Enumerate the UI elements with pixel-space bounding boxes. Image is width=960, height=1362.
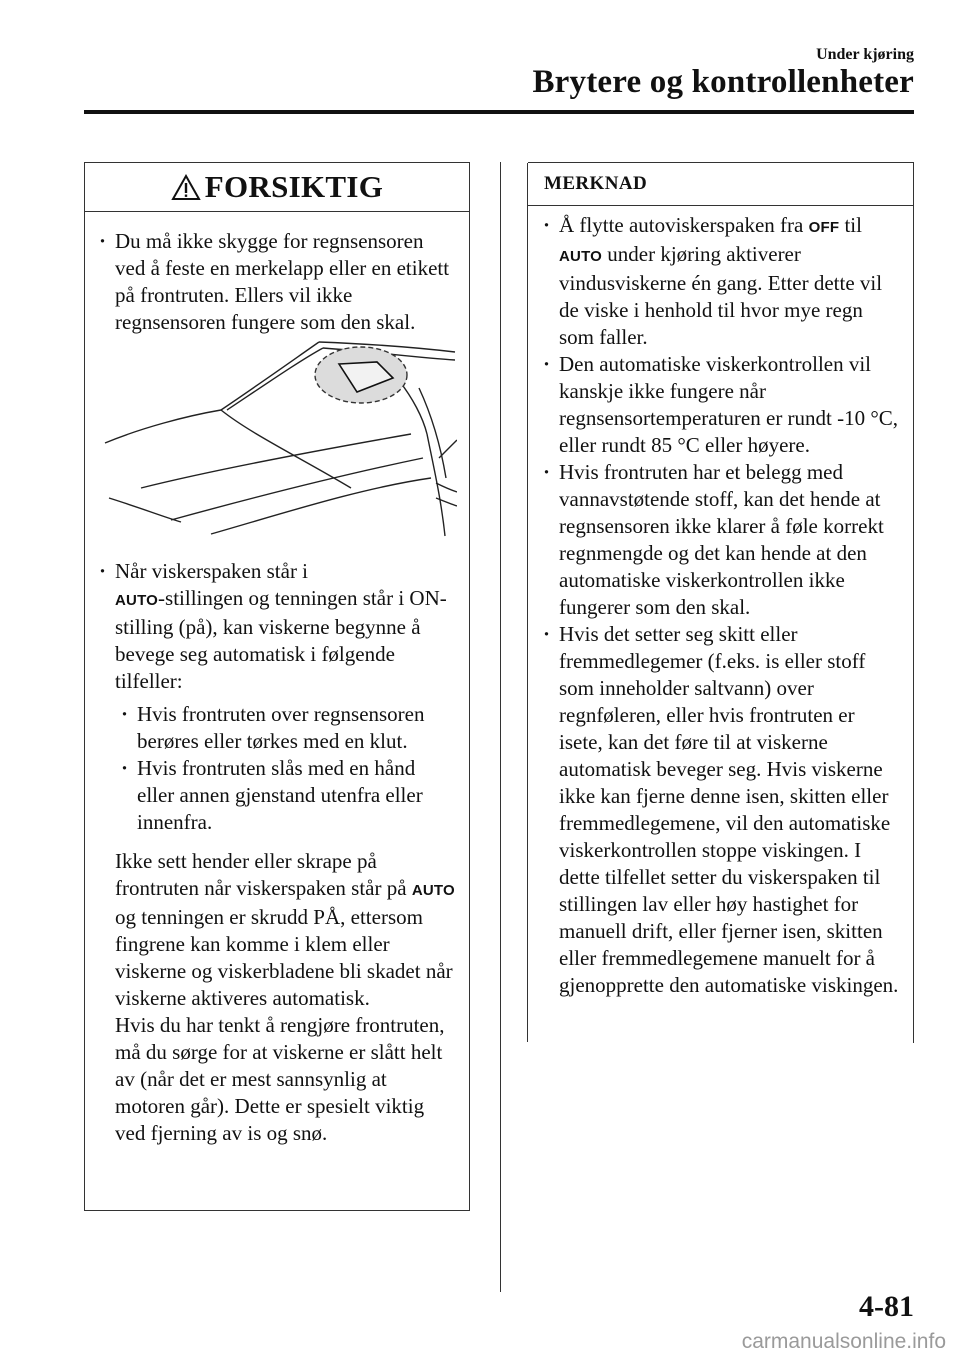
note-n1-text-b: til xyxy=(844,213,862,237)
note-bullet-temperature: · Den automatiske viskerkontrollen vil kanskje ikke fungere når regnsensortemperaturen er rundt -10 °C, eller rundt 85 °C eller høyere. xyxy=(543,351,903,459)
caution-hands-text-a: Ikke sett hender eller skrape på frontruten når viskerspaken står på xyxy=(115,849,407,900)
caution-paragraph-clean: Hvis du har tenkt å rengjøre frontruten, må du sørge for at viskerne er slått helt av (når det er mest sannsynlig at motoren går). Dette er spesielt viktig ved fjerning av is og snø. xyxy=(115,1013,445,1145)
note-header xyxy=(527,163,913,206)
caution-paragraph-hands xyxy=(99,848,455,1012)
note-bullet-off-auto xyxy=(543,212,903,351)
note-bullet-dirt: · Hvis det setter seg skitt eller fremmedlegemer (f.eks. is eller stoff som inneholder saltvann) over regnføleren, eller hvis frontruten er isete, kan det føre til at viskerne automatisk beveger seg. Hvis viskerne ikke kan fjerne denne isen, skitten eller fremmedlegemene, vil den automatiske viskerkontrollen stoppe viskingen. I dette tilfellet setter du viskerspaken til stillingen lav eller høy hastighet for manuell drift, eller fjerner isen, skitten eller fremmedlegemene manuelt for å gjenopprette den automatiske viskingen. xyxy=(543,621,903,999)
note-title: MERKNAD xyxy=(544,173,648,194)
windshield-illustration xyxy=(101,338,457,538)
column-divider xyxy=(500,162,501,1292)
note-box xyxy=(528,162,914,1043)
note-n1-text-c: under kjøring aktiverer vindusviskerne én gang. Etter dette vil de viske i henhold til hvor mye regn som faller. xyxy=(559,242,883,349)
caution-hands-text-b: og tenningen er skrudd PÅ, ettersom fingrene kan komme i klem eller viskerne og viskerbladene bli skadet når viskerne aktiveres automatisk. xyxy=(115,905,453,1010)
watermark: carmanualsonline.info xyxy=(741,1330,946,1353)
caution-bullet-sensor: · Du må ikke skygge for regnsensoren ved å feste en merkelapp eller en etikett på frontruten. Ellers vil ikke regnsensoren fungere som den skal. xyxy=(99,228,453,336)
caution-box xyxy=(84,162,470,1211)
auto-label: AUTO xyxy=(115,592,159,609)
note-bullet-coating: · Hvis frontruten har et belegg med vannavstøtende stoff, kan det hende at regnsensoren ikke klarer å føle korrekt regnmengde og det kan hende at den automatiske viskerkontrollen ikke fungerer som den skal. xyxy=(543,459,903,621)
page-number: 4-81 xyxy=(859,1290,914,1323)
note-n1-text-a: Å flytte autoviskerspaken fra xyxy=(559,213,804,237)
caution-subbullet-hit: · Hvis frontruten slås med en hånd eller annen gjenstand utenfra eller innenfra. xyxy=(121,755,455,836)
section-title: Under kjøring xyxy=(816,46,914,63)
caution-auto-intro: Når viskerspaken står i xyxy=(115,559,309,583)
caution-title: FORSIKTIG xyxy=(204,169,384,204)
caution-auto-text: -stillingen og tenningen står i ON-stilling (på), kan viskerne begynne å bevege seg automatisk i følgende tilfeller: xyxy=(115,586,447,693)
off-label: OFF xyxy=(808,219,840,236)
chapter-title: Brytere og kontrollenheter xyxy=(532,64,914,100)
warning-icon xyxy=(171,174,201,201)
auto-label-3: AUTO xyxy=(559,248,603,265)
caution-bullet-auto xyxy=(99,558,455,695)
caution-subbullet-touch: · Hvis frontruten over regnsensoren berøres eller tørkes med en klut. xyxy=(121,701,455,755)
auto-label-2: AUTO xyxy=(411,882,455,899)
header-rule xyxy=(84,110,914,114)
note-left-border xyxy=(527,204,528,1042)
caution-header xyxy=(85,163,469,212)
